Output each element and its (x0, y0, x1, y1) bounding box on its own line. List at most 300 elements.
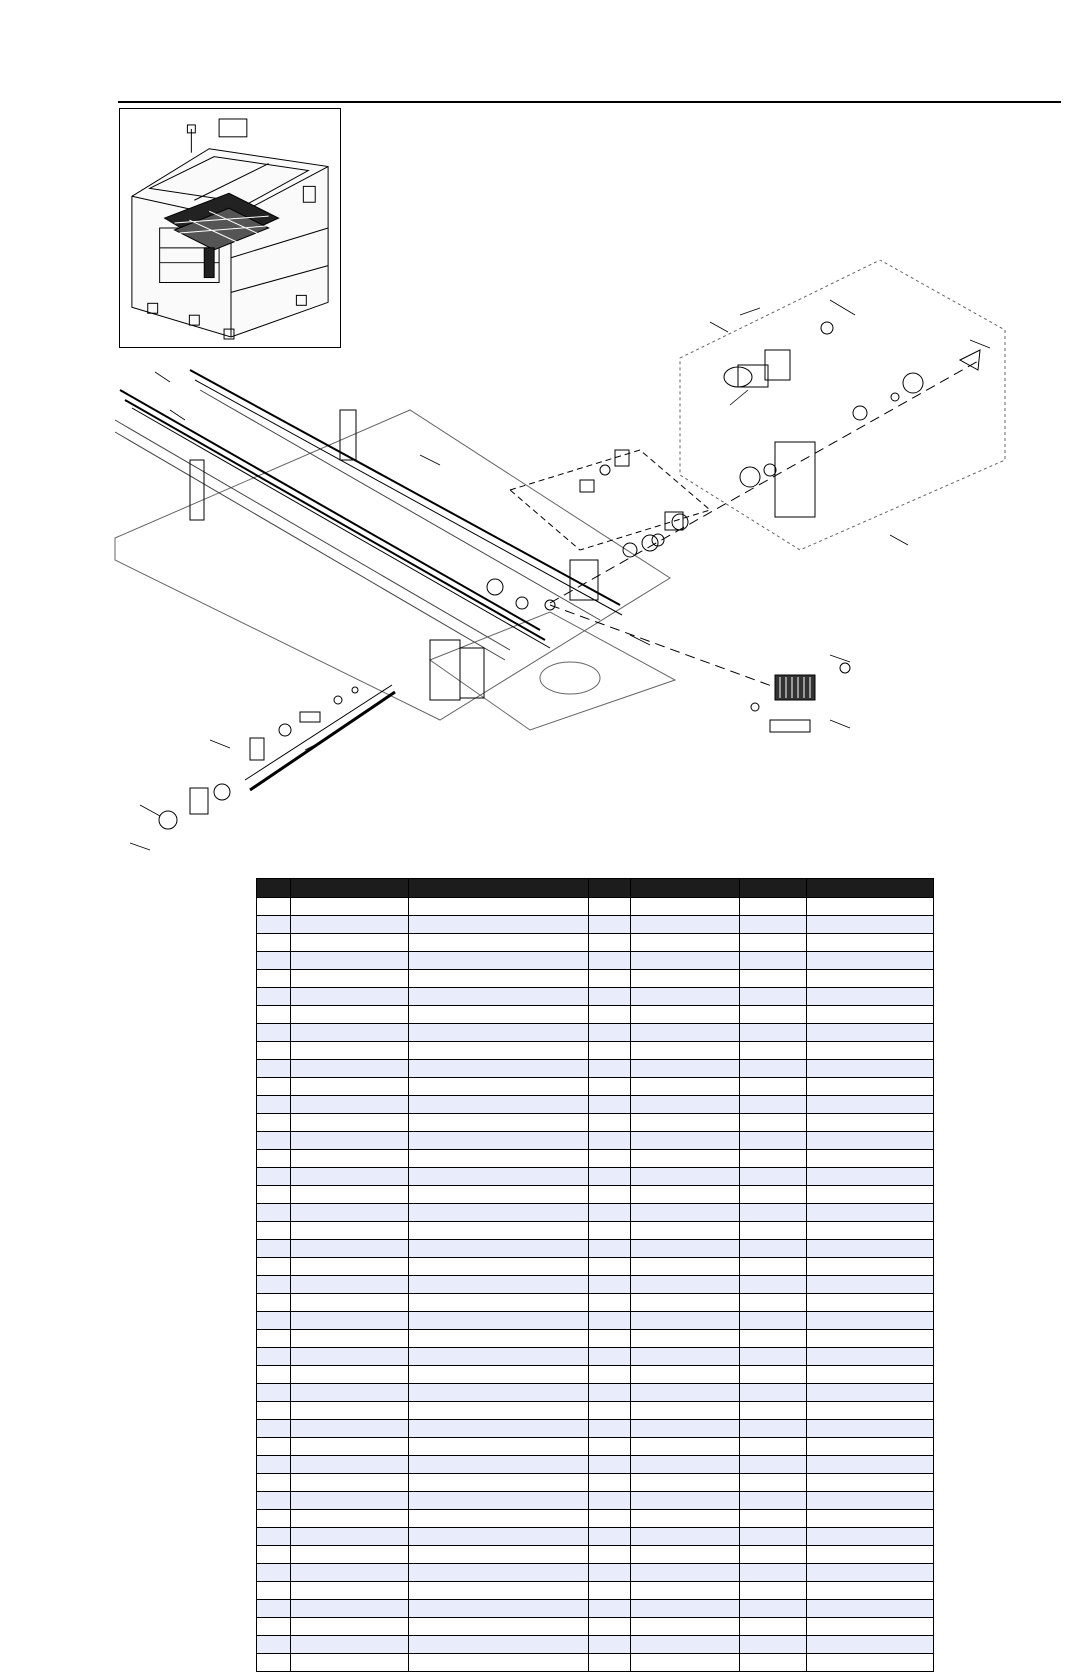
table-cell (806, 1258, 933, 1276)
table-cell (806, 1240, 933, 1258)
table-cell (257, 1294, 291, 1312)
table-cell (290, 1636, 408, 1654)
table-cell (739, 1258, 806, 1276)
table-row (257, 1168, 934, 1186)
column-header (631, 879, 739, 898)
table-row (257, 1078, 934, 1096)
table-cell (290, 1564, 408, 1582)
table-cell (409, 1366, 588, 1384)
table-cell (806, 1168, 933, 1186)
table-cell (806, 1600, 933, 1618)
table-cell (409, 934, 588, 952)
table-cell (631, 1204, 739, 1222)
table-cell (631, 1546, 739, 1564)
table-cell (588, 1204, 631, 1222)
table-cell (806, 1132, 933, 1150)
table-cell (806, 1564, 933, 1582)
table-cell (739, 1384, 806, 1402)
table-cell (290, 898, 408, 916)
table-cell (806, 1060, 933, 1078)
table-cell (257, 1564, 291, 1582)
table-cell (631, 1186, 739, 1204)
table-cell (739, 1510, 806, 1528)
table-row (257, 1600, 934, 1618)
table-cell (631, 1366, 739, 1384)
table-cell (409, 1222, 588, 1240)
table-cell (806, 1204, 933, 1222)
table-cell (588, 1078, 631, 1096)
table-cell (739, 1582, 806, 1600)
table-cell (290, 916, 408, 934)
table-cell (588, 1600, 631, 1618)
table-cell (631, 1528, 739, 1546)
table-cell (631, 1150, 739, 1168)
table-cell (739, 1222, 806, 1240)
table-cell (806, 1420, 933, 1438)
table-cell (588, 1384, 631, 1402)
table-cell (290, 1420, 408, 1438)
table-cell (257, 1078, 291, 1096)
table-cell (409, 1582, 588, 1600)
table-cell (739, 1546, 806, 1564)
table-cell (409, 1204, 588, 1222)
table-cell (739, 1330, 806, 1348)
table-cell (409, 952, 588, 970)
table-cell (631, 1384, 739, 1402)
parts-list-table (256, 878, 934, 1665)
table-cell (631, 1078, 739, 1096)
table-cell (257, 1384, 291, 1402)
table-cell (257, 1240, 291, 1258)
header-rule (118, 101, 1061, 103)
table-cell (290, 1294, 408, 1312)
table-cell (806, 1402, 933, 1420)
table-cell (257, 916, 291, 934)
table-cell (290, 1042, 408, 1060)
table-cell (290, 1312, 408, 1330)
table-cell (739, 916, 806, 934)
table-cell (631, 1294, 739, 1312)
column-header (257, 879, 291, 898)
table-cell (290, 1492, 408, 1510)
table-row (257, 988, 934, 1006)
table-row (257, 1096, 934, 1114)
table-cell (631, 1600, 739, 1618)
table-cell (588, 1114, 631, 1132)
table-cell (631, 1348, 739, 1366)
table-cell (257, 988, 291, 1006)
table-cell (588, 1510, 631, 1528)
table-cell (588, 1042, 631, 1060)
table-cell (631, 1402, 739, 1420)
column-header (409, 879, 588, 898)
table-cell (739, 1114, 806, 1132)
table-cell (631, 1240, 739, 1258)
table-cell (409, 1150, 588, 1168)
table-cell (290, 1024, 408, 1042)
table-row (257, 1420, 934, 1438)
table-cell (631, 1582, 739, 1600)
table-row (257, 1024, 934, 1042)
table-cell (739, 1024, 806, 1042)
table-cell (739, 1132, 806, 1150)
table-cell (631, 952, 739, 970)
table-cell (290, 1366, 408, 1384)
table-cell (631, 1564, 739, 1582)
table-cell (588, 970, 631, 988)
table-cell (257, 1618, 291, 1636)
table-cell (257, 1168, 291, 1186)
table-cell (739, 1492, 806, 1510)
table-cell (588, 934, 631, 952)
table-cell (806, 1114, 933, 1132)
table-cell (409, 1294, 588, 1312)
table-cell (631, 934, 739, 952)
table-cell (806, 1546, 933, 1564)
table-cell (806, 1276, 933, 1294)
table-cell (409, 1024, 588, 1042)
table-cell (588, 1168, 631, 1186)
table-cell (257, 1024, 291, 1042)
table-cell (631, 1312, 739, 1330)
table-cell (631, 1330, 739, 1348)
table-cell (588, 1546, 631, 1564)
table-cell (409, 1186, 588, 1204)
table-row (257, 1438, 934, 1456)
table-cell (290, 1474, 408, 1492)
table-cell (806, 1150, 933, 1168)
table-cell (739, 952, 806, 970)
table-cell (631, 1492, 739, 1510)
table-cell (631, 1168, 739, 1186)
column-header (588, 879, 631, 898)
table-cell (409, 1258, 588, 1276)
table-cell (588, 1186, 631, 1204)
table-cell (409, 1456, 588, 1474)
table-cell (588, 1024, 631, 1042)
table-cell (409, 916, 588, 934)
column-header (806, 879, 933, 898)
table-cell (290, 988, 408, 1006)
table-cell (290, 1204, 408, 1222)
table-row (257, 1312, 934, 1330)
table-cell (409, 1528, 588, 1546)
table-cell (631, 1618, 739, 1636)
table-row (257, 1114, 934, 1132)
table-cell (409, 1096, 588, 1114)
table-cell (806, 1492, 933, 1510)
column-header (739, 879, 806, 898)
table-cell (588, 1060, 631, 1078)
table-row (257, 952, 934, 970)
table-cell (290, 1384, 408, 1402)
table-cell (588, 1618, 631, 1636)
table-cell (739, 898, 806, 916)
table-cell (257, 1636, 291, 1654)
table-cell (257, 1366, 291, 1384)
table-cell (409, 1402, 588, 1420)
table-cell (257, 1096, 291, 1114)
table-cell (631, 1636, 739, 1654)
table-cell (739, 934, 806, 952)
table-row (257, 1186, 934, 1204)
table-cell (739, 1150, 806, 1168)
table-cell (290, 1132, 408, 1150)
table-cell (588, 1276, 631, 1294)
table-cell (739, 1276, 806, 1294)
table-cell (739, 1366, 806, 1384)
table-cell (290, 1438, 408, 1456)
table-cell (588, 1330, 631, 1348)
table-cell (588, 1240, 631, 1258)
table-cell (806, 952, 933, 970)
table-cell (409, 1078, 588, 1096)
table-cell (409, 1276, 588, 1294)
table-cell (257, 1510, 291, 1528)
table-cell (588, 952, 631, 970)
table-cell (257, 1114, 291, 1132)
table-cell (806, 988, 933, 1006)
table-row (257, 1276, 934, 1294)
table-cell (257, 1474, 291, 1492)
table-cell (257, 1582, 291, 1600)
table-cell (290, 1006, 408, 1024)
table-cell (257, 1402, 291, 1420)
table-cell (588, 1402, 631, 1420)
exploded-assembly-drawing (110, 260, 1065, 900)
table-cell (806, 1348, 933, 1366)
table-cell (588, 1294, 631, 1312)
table-cell (588, 1564, 631, 1582)
table-cell (588, 1132, 631, 1150)
table-row (257, 1042, 934, 1060)
table-cell (409, 1636, 588, 1654)
table-cell (739, 1402, 806, 1420)
table-cell (631, 1258, 739, 1276)
table-cell (257, 1348, 291, 1366)
table-cell (739, 1528, 806, 1546)
table-cell (257, 898, 291, 916)
table-cell (806, 1438, 933, 1456)
table-cell (257, 1042, 291, 1060)
table-row (257, 970, 934, 988)
conveyor-exploded-view (110, 260, 1065, 900)
table-cell (409, 1348, 588, 1366)
table-cell (631, 1456, 739, 1474)
table-cell (588, 1348, 631, 1366)
table-cell (290, 1186, 408, 1204)
table-cell (290, 1258, 408, 1276)
table-cell (631, 1114, 739, 1132)
table-cell (806, 1636, 933, 1654)
table-cell (739, 1438, 806, 1456)
table-cell (739, 1456, 806, 1474)
table-cell (409, 1312, 588, 1330)
table-cell (290, 1330, 408, 1348)
table-row (257, 1150, 934, 1168)
table-cell (631, 1096, 739, 1114)
table-cell (806, 1582, 933, 1600)
table-cell (290, 934, 408, 952)
table-cell (806, 916, 933, 934)
table-cell (257, 1132, 291, 1150)
table-cell (806, 1186, 933, 1204)
table-cell (290, 1276, 408, 1294)
table-row (257, 1510, 934, 1528)
table-cell (806, 1096, 933, 1114)
table-cell (806, 1618, 933, 1636)
table-cell (290, 1168, 408, 1186)
table-cell (588, 1438, 631, 1456)
table-cell (409, 1564, 588, 1582)
table-cell (257, 1312, 291, 1330)
table-cell (588, 988, 631, 1006)
table-row (257, 1330, 934, 1348)
table-cell (257, 1204, 291, 1222)
table-row (257, 1258, 934, 1276)
table-cell (588, 898, 631, 916)
table-cell (588, 1222, 631, 1240)
table-cell (806, 1042, 933, 1060)
table-cell (290, 1240, 408, 1258)
table-cell (739, 1420, 806, 1438)
table-row (257, 1528, 934, 1546)
table-cell (409, 1618, 588, 1636)
table-cell (806, 1294, 933, 1312)
table-cell (739, 1078, 806, 1096)
table-cell (257, 1528, 291, 1546)
table-cell (806, 1384, 933, 1402)
table-cell (588, 1492, 631, 1510)
table-cell (739, 1312, 806, 1330)
table-cell (588, 1150, 631, 1168)
table-cell (588, 1456, 631, 1474)
table-cell (409, 1006, 588, 1024)
table-cell (257, 1258, 291, 1276)
table-cell (409, 898, 588, 916)
table-cell (588, 1582, 631, 1600)
table-cell (631, 988, 739, 1006)
table-cell (409, 1114, 588, 1132)
table-cell (257, 1546, 291, 1564)
table-cell (409, 1492, 588, 1510)
table-cell (290, 970, 408, 988)
table-row (257, 1618, 934, 1636)
table-cell (290, 1618, 408, 1636)
table-cell (588, 1528, 631, 1546)
table-cell (290, 1222, 408, 1240)
table-cell (588, 1366, 631, 1384)
table-row (257, 1294, 934, 1312)
table-cell (631, 1060, 739, 1078)
table-cell (739, 1636, 806, 1654)
table-cell (806, 970, 933, 988)
table-cell (631, 1042, 739, 1060)
table-cell (806, 1456, 933, 1474)
table-cell (290, 1348, 408, 1366)
table-cell (257, 1186, 291, 1204)
table-cell (631, 898, 739, 916)
table-cell (290, 1150, 408, 1168)
table-cell (631, 916, 739, 934)
table-cell (739, 1474, 806, 1492)
table-cell (409, 1510, 588, 1528)
table-cell (739, 1240, 806, 1258)
table-row (257, 1132, 934, 1150)
table-cell (806, 1006, 933, 1024)
table-cell (257, 1150, 291, 1168)
table-row (257, 1384, 934, 1402)
table-cell (588, 916, 631, 934)
table-cell (409, 1042, 588, 1060)
table-cell (631, 1222, 739, 1240)
table-cell (806, 1366, 933, 1384)
table-row (257, 1582, 934, 1600)
table-cell (290, 1096, 408, 1114)
table-cell (631, 1438, 739, 1456)
table-cell (739, 1096, 806, 1114)
table-row (257, 1006, 934, 1024)
parts-table-body (257, 898, 934, 1672)
table-cell (631, 1276, 739, 1294)
table-cell (290, 1528, 408, 1546)
table-cell (257, 1222, 291, 1240)
table-row (257, 1546, 934, 1564)
table-cell (739, 1618, 806, 1636)
table-row (257, 916, 934, 934)
table-cell (739, 988, 806, 1006)
table-cell (257, 970, 291, 988)
table-cell (588, 1258, 631, 1276)
table-cell (409, 1132, 588, 1150)
table-cell (257, 934, 291, 952)
column-header (290, 879, 408, 898)
table-cell (739, 1186, 806, 1204)
table-cell (409, 1438, 588, 1456)
table-cell (409, 1600, 588, 1618)
table-cell (290, 1456, 408, 1474)
table-cell (806, 1510, 933, 1528)
table-cell (739, 1006, 806, 1024)
table-row (257, 1492, 934, 1510)
table-cell (739, 1348, 806, 1366)
table-row (257, 1222, 934, 1240)
table-cell (257, 1600, 291, 1618)
table-cell (806, 1474, 933, 1492)
table-cell (631, 1420, 739, 1438)
table-row (257, 1204, 934, 1222)
table-cell (631, 1474, 739, 1492)
table-cell (739, 1294, 806, 1312)
table-row (257, 1240, 934, 1258)
table-cell (806, 1024, 933, 1042)
table-cell (257, 1456, 291, 1474)
table-cell (588, 1006, 631, 1024)
table-row (257, 898, 934, 916)
table-cell (739, 970, 806, 988)
table-cell (290, 1114, 408, 1132)
table-row (257, 1474, 934, 1492)
table-cell (631, 1024, 739, 1042)
table-cell (409, 1060, 588, 1078)
table-cell (806, 1222, 933, 1240)
table-cell (631, 1132, 739, 1150)
table-cell (806, 934, 933, 952)
table-cell (739, 1204, 806, 1222)
table-cell (409, 1420, 588, 1438)
table-cell (588, 1312, 631, 1330)
table-cell (588, 1636, 631, 1654)
